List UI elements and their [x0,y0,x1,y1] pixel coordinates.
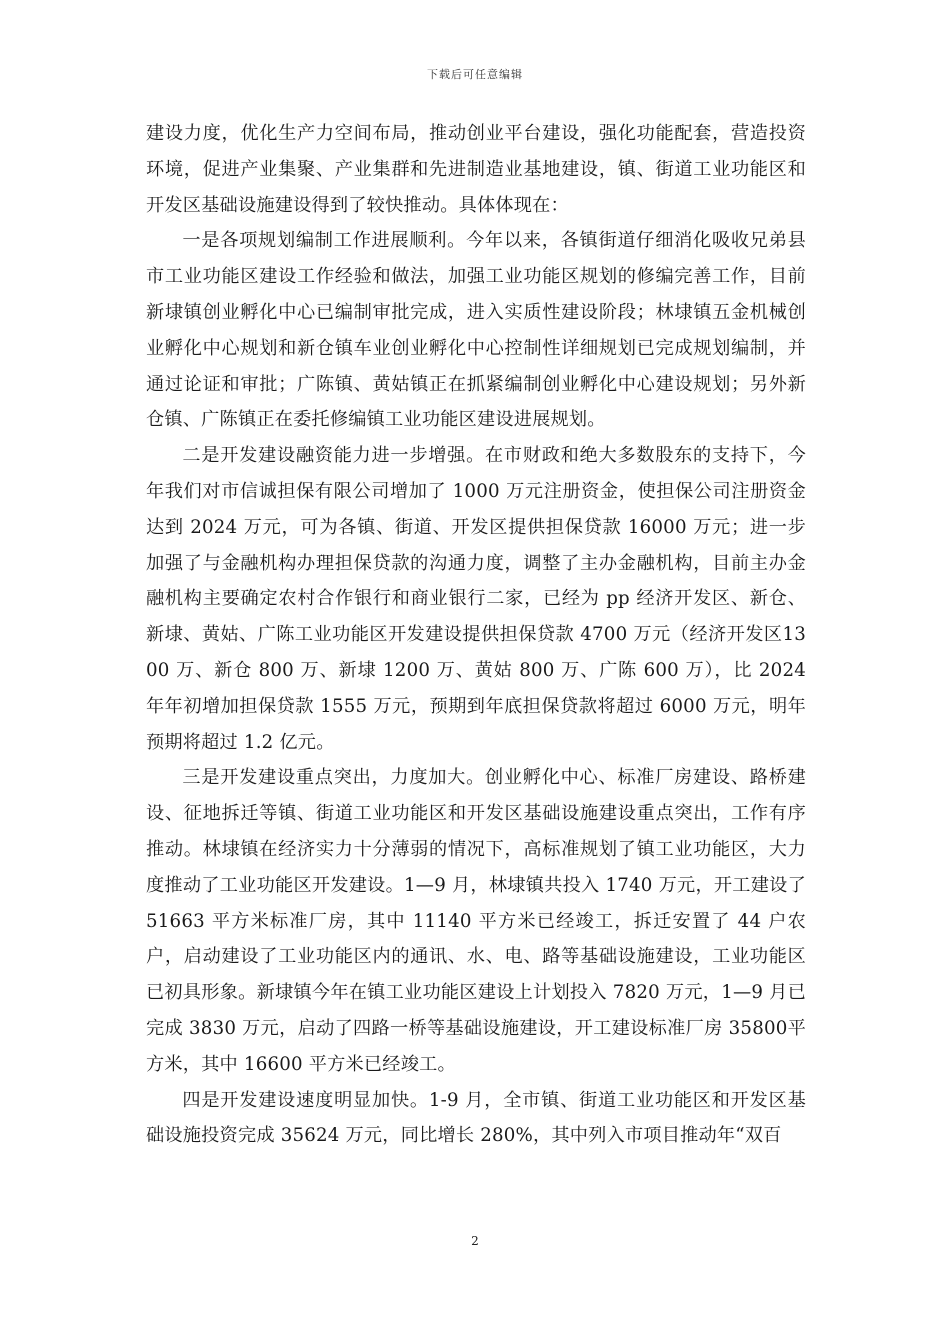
paragraph-key-projects: 三是开发建设重点突出，力度加大。创业孵化中心、标准厂房建设、路桥建设、征地拆迁等镇、街道工业功能区和开发区基础设施建设重点突出，工作有序推动。林埭镇在经济实力十分薄弱的情况下，高标准规划了镇工业功能区，大力度推动了工业功能区开发建设。1—9 月，林埭镇共投入 1740 万元，开工建设了 51663 平方米标准厂房，其中 11140 平方米已经竣工，拆迁安置了 44 户农户，启动建设了工业功能区内的通讯、水、电、路等基础设施建设，工业功能区已初具形象。新埭镇今年在镇工业功能区建设上计划投入 7820 万元，1—9 月已完成 3830 万元，启动了四路一桥等基础设施建设，开工建设标准厂房 35800平方米，其中 16600 平方米已经竣工。 [146,767,806,1075]
page-header: 下载后可任意编辑 [427,68,523,81]
paragraph-financing: 二是开发建设融资能力进一步增强。在市财政和绝大多数股东的支持下，今年我们对市信诚担保有限公司增加了 1000 万元注册资金，使担保公司注册资金达到 2024 万元，可为各镇、街道、开发区提供担保贷款 16000 万元；进一步加强了与金融机构办理担保贷款的沟通力度，调整了主办金融机构，目前主办金融机构主要确定农村合作银行和商业银行二家，已经为 pp 经济开发区、新仓、新埭、黄姑、广陈工业功能区开发建设提供担保贷款 4700 万元（经济开发区1300 万、新仓 800 万、新埭 1200 万、黄姑 800 万、广陈 600 万），比 2024 年年初增加担保贷款 1555 万元，预期到年底担保贷款将超过 6000 万元，明年预期将超过 1.2 亿元。 [146,445,806,753]
paragraph-continuation: 建设力度，优化生产力空间布局，推动创业平台建设，强化功能配套，营造投资环境，促进产业集聚、产业集群和先进制造业基地建设，镇、街道工业功能区和开发区基础设施建设得到了较快推动。具体体现在： [146,123,806,216]
document-body [146,116,806,1154]
page-number: 2 [471,1234,479,1248]
paragraph-planning: 一是各项规划编制工作进展顺利。今年以来，各镇街道仔细消化吸收兄弟县市工业功能区建设工作经验和做法，加强工业功能区规划的修编完善工作，目前新埭镇创业孵化中心已编制审批完成，进入实质性建设阶段；林埭镇五金机械创业孵化中心规划和新仓镇车业创业孵化中心控制性详细规划已完成规划编制，并通过论证和审批；广陈镇、黄姑镇正在抓紧编制创业孵化中心建设规划；另外新仓镇、广陈镇正在委托修编镇工业功能区建设进展规划。 [146,230,806,431]
paragraph-speed: 四是开发建设速度明显加快。1-9 月，全市镇、街道工业功能区和开发区基础设施投资完成 35624 万元，同比增长 280%，其中列入市项目推动年“双百 [146,1089,806,1147]
